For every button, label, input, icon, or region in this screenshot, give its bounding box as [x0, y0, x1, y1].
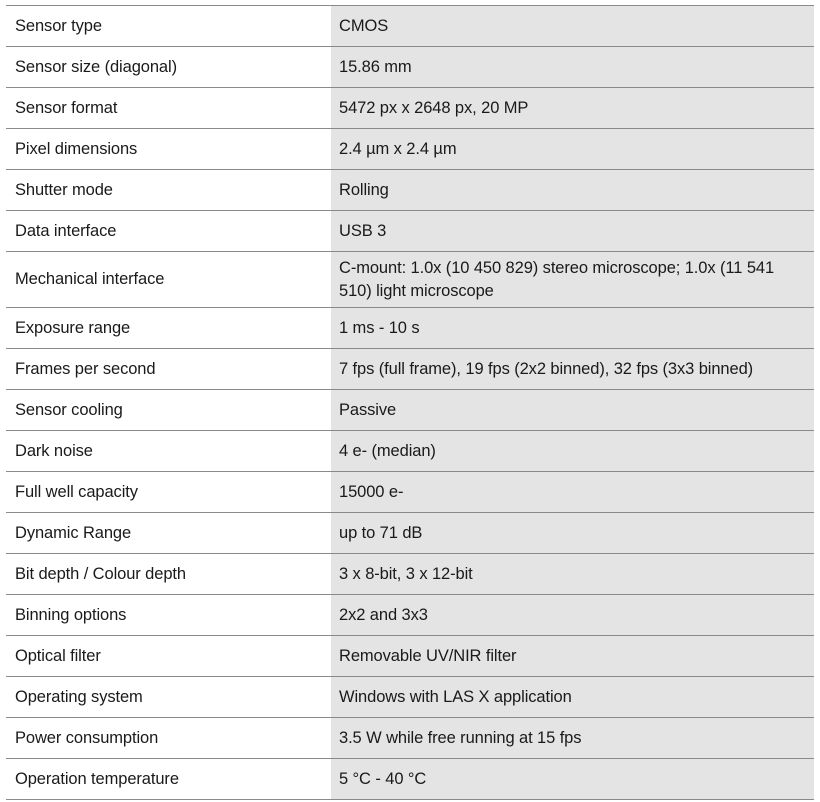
spec-value: 15000 e-: [330, 472, 814, 512]
spec-label: Operation temperature: [6, 759, 330, 799]
spec-row-exposure-range: [6, 308, 814, 349]
spec-value: 3 x 8-bit, 3 x 12-bit: [330, 554, 814, 594]
spec-row-sensor-cooling: [6, 390, 814, 431]
spec-row-bit-depth: [6, 554, 814, 595]
spec-value: Rolling: [330, 170, 814, 210]
spec-value: USB 3: [330, 211, 814, 251]
spec-value: 2x2 and 3x3: [330, 595, 814, 635]
spec-row-data-interface: [6, 211, 814, 252]
spec-value: 5 °C - 40 °C: [330, 759, 814, 799]
spec-label: Binning options: [6, 595, 330, 635]
spec-value: 3.5 W while free running at 15 fps: [330, 718, 814, 758]
spec-label: Dark noise: [6, 431, 330, 471]
spec-value: 4 e- (median): [330, 431, 814, 471]
spec-value: CMOS: [330, 6, 814, 46]
spec-label: Frames per second: [6, 349, 330, 389]
spec-row-dynamic-range: [6, 513, 814, 554]
spec-label: Power consumption: [6, 718, 330, 758]
spec-label: Shutter mode: [6, 170, 330, 210]
spec-label: Pixel dimensions: [6, 129, 330, 169]
spec-row-pixel-dimensions: [6, 129, 814, 170]
spec-label: Mechanical interface: [6, 252, 330, 307]
spec-row-frames-per-second: [6, 349, 814, 390]
spec-label: Operating system: [6, 677, 330, 717]
spec-row-sensor-format: [6, 88, 814, 129]
spec-value: up to 71 dB: [330, 513, 814, 553]
spec-value: 1 ms - 10 s: [330, 308, 814, 348]
spec-value: 7 fps (full frame), 19 fps (2x2 binned), 32 fps (3x3 binned): [330, 349, 814, 389]
spec-row-power-consumption: [6, 718, 814, 759]
spec-row-dark-noise: [6, 431, 814, 472]
spec-label: Full well capacity: [6, 472, 330, 512]
spec-row-sensor-size: [6, 47, 814, 88]
spec-row-sensor-type: [6, 6, 814, 47]
spec-row-mechanical-interface: [6, 252, 814, 308]
spec-row-shutter-mode: [6, 170, 814, 211]
spec-row-operation-temperature: [6, 759, 814, 800]
spec-label: Data interface: [6, 211, 330, 251]
spec-label: Bit depth / Colour depth: [6, 554, 330, 594]
spec-value: 5472 px x 2648 px, 20 MP: [330, 88, 814, 128]
spec-value: 15.86 mm: [330, 47, 814, 87]
spec-row-binning-options: [6, 595, 814, 636]
spec-label: Dynamic Range: [6, 513, 330, 553]
spec-value: Removable UV/NIR filter: [330, 636, 814, 676]
spec-label: Sensor size (diagonal): [6, 47, 330, 87]
spec-table: [6, 5, 814, 800]
spec-label: Sensor type: [6, 6, 330, 46]
spec-row-operating-system: [6, 677, 814, 718]
spec-value: 2.4 µm x 2.4 µm: [330, 129, 814, 169]
spec-label: Sensor cooling: [6, 390, 330, 430]
spec-label: Exposure range: [6, 308, 330, 348]
spec-value: Windows with LAS X application: [330, 677, 814, 717]
spec-value: C-mount: 1.0x (10 450 829) stereo microscope; 1.0x (11 541 510) light microscope: [330, 252, 814, 307]
spec-value: Passive: [330, 390, 814, 430]
spec-row-full-well-capacity: [6, 472, 814, 513]
spec-label: Sensor format: [6, 88, 330, 128]
spec-row-optical-filter: [6, 636, 814, 677]
spec-label: Optical filter: [6, 636, 330, 676]
